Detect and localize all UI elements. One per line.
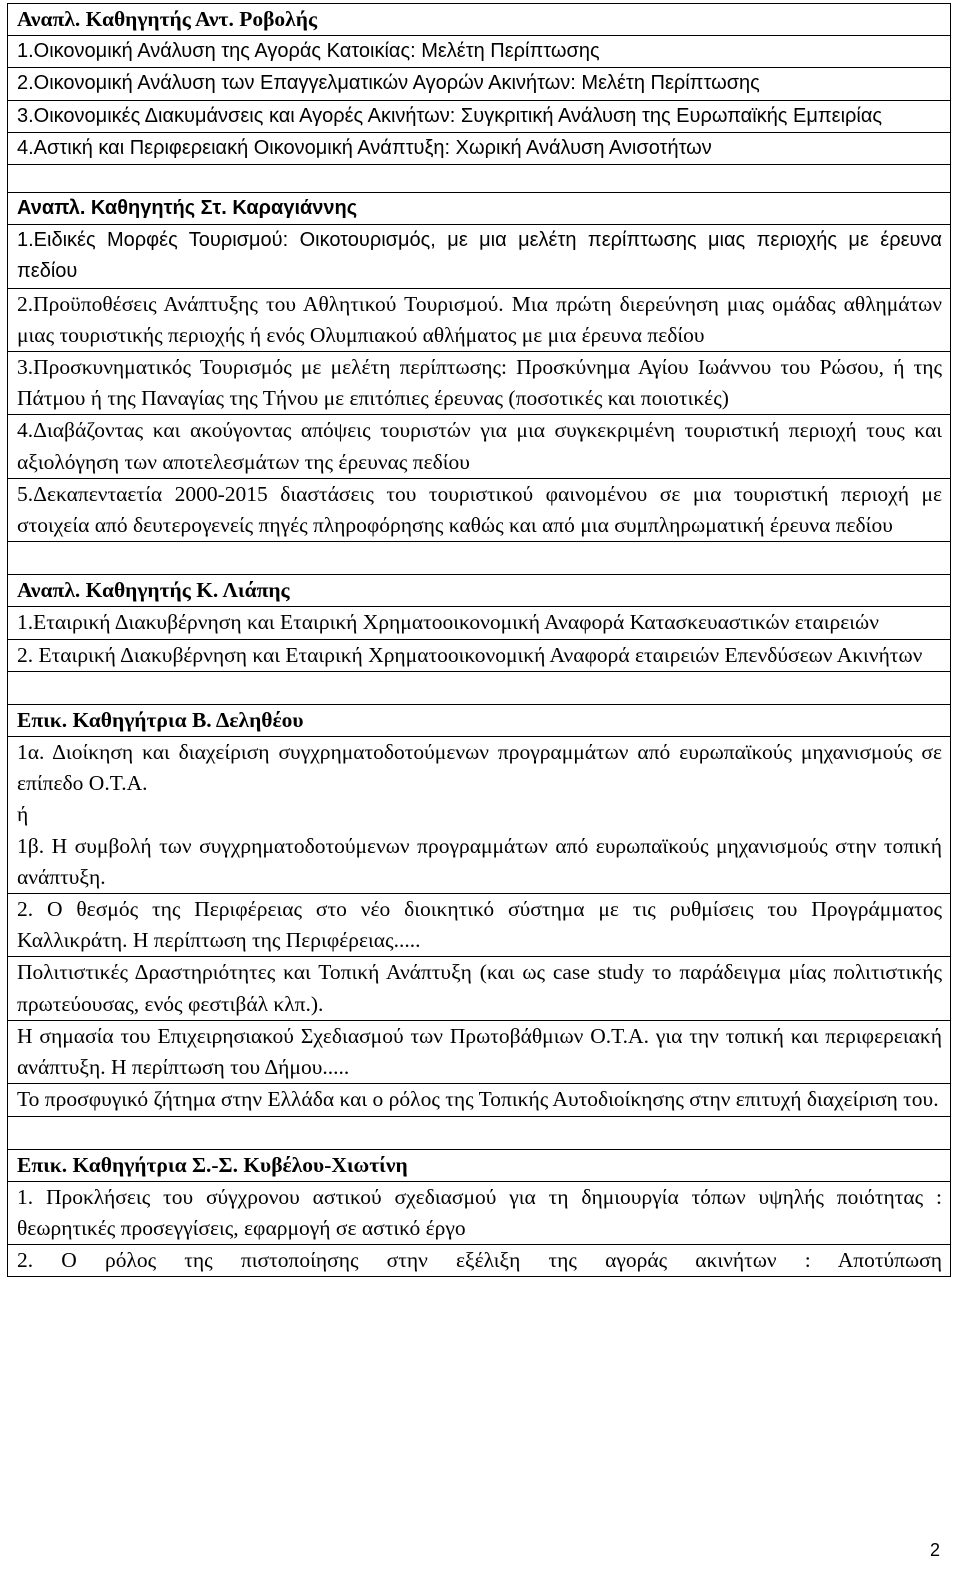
table-row bbox=[8, 1149, 951, 1181]
table-row bbox=[8, 225, 951, 288]
page-number: 2 bbox=[929, 1540, 940, 1560]
topic-item: 1. Προκλήσεις του σύγχρονου αστικού σχεδιασμού για τη δημιουργία τόπων υψηλής ποιότητας : θεωρητικές προσεγγίσεις, εφαρμογή σε αστικό έργο bbox=[8, 1181, 951, 1244]
table-row bbox=[8, 639, 951, 671]
table-row-spacer bbox=[8, 542, 951, 575]
table-row bbox=[8, 132, 951, 164]
professor-heading: Επικ. Καθηγήτρια Β. Δεληθέου bbox=[8, 704, 951, 736]
professor-heading: Αναπλ. Καθηγητής Στ. Καραγιάννης bbox=[8, 193, 951, 225]
table-row bbox=[8, 288, 951, 351]
topic-item: 2. Ο ρόλος της πιστοποίησης στην εξέλιξη της αγοράς ακινήτων : Αποτύπωση bbox=[8, 1245, 951, 1277]
table-row-spacer bbox=[8, 1116, 951, 1149]
topic-item: 4.Αστική και Περιφερειακή Οικονομική Ανάπτυξη: Χωρική Ανάλυση Ανισοτήτων bbox=[8, 132, 951, 164]
topic-item: 5.Δεκαπενταετία 2000-2015 διαστάσεις του τουριστικού φαινομένου σε μια τουριστική περιοχή με στοιχεία από δευτερογενείς πηγές πληροφόρησης καθώς και από μια συμπληρωματική έρευνα πεδίου bbox=[8, 478, 951, 541]
topic-item: 1.Εταιρική Διακυβέρνηση και Εταιρική Χρηματοοικονομική Αναφορά Κατασκευαστικών εταιρειών bbox=[8, 607, 951, 639]
table-row bbox=[8, 1181, 951, 1244]
empty-cell bbox=[8, 671, 951, 704]
table-row bbox=[8, 607, 951, 639]
table-row bbox=[8, 352, 951, 415]
table-row-spacer bbox=[8, 165, 951, 193]
empty-cell bbox=[8, 1116, 951, 1149]
table-row bbox=[8, 193, 951, 225]
topic-item: Το προσφυγικό ζήτημα στην Ελλάδα και ο ρόλος της Τοπικής Αυτοδιοίκησης στην επιτυχή διαχείριση του. bbox=[8, 1084, 951, 1116]
topic-item: 2. Εταιρική Διακυβέρνηση και Εταιρική Χρηματοοικονομική Αναφορά εταιρειών Επενδύσεων Ακινήτων bbox=[8, 639, 951, 671]
table-row bbox=[8, 1084, 951, 1116]
topic-item-or: ή bbox=[17, 802, 29, 827]
topic-item-text: 1β. Η συμβολή των συγχρηματοδοτούμενων προγραμμάτων από ευρωπαϊκούς μηχανισμούς στην τοπική ανάπτυξη. bbox=[17, 833, 942, 889]
topic-item bbox=[8, 737, 951, 894]
professor-heading: Αναπλ. Καθηγητής Κ. Λιάπης bbox=[8, 575, 951, 607]
table-row-spacer bbox=[8, 671, 951, 704]
table-row bbox=[8, 68, 951, 100]
table-row bbox=[8, 1020, 951, 1083]
topic-item: 1.Οικονομική Ανάλυση της Αγοράς Κατοικίας: Μελέτη Περίπτωσης bbox=[8, 36, 951, 68]
professor-heading: Αναπλ. Καθηγητής Αντ. Ροβολής bbox=[8, 4, 951, 36]
table-row bbox=[8, 100, 951, 132]
table-row bbox=[8, 36, 951, 68]
table-row bbox=[8, 4, 951, 36]
table-row bbox=[8, 957, 951, 1020]
table-row bbox=[8, 704, 951, 736]
table-row bbox=[8, 894, 951, 957]
empty-cell bbox=[8, 542, 951, 575]
table-row bbox=[8, 737, 951, 894]
thesis-topics-table bbox=[7, 3, 951, 1277]
table-row bbox=[8, 415, 951, 478]
topic-item-text: 1α. Διοίκηση και διαχείριση συγχρηματοδοτούμενων προγραμμάτων από ευρωπαϊκούς μηχανισμούς σε επίπεδο Ο.Τ.Α. bbox=[17, 740, 942, 796]
topic-item: 2. Ο θεσμός της Περιφέρειας στο νέο διοικητικό σύστημα με τις ρυθμίσεις του Προγράμματος Καλλικράτη. Η περίπτωση της Περιφέρειας..... bbox=[8, 894, 951, 957]
topic-item: 2.Οικονομική Ανάλυση των Επαγγελματικών Αγορών Ακινήτων: Μελέτη Περίπτωσης bbox=[8, 68, 951, 100]
table-row bbox=[8, 478, 951, 541]
professor-heading: Επικ. Καθηγήτρια Σ.-Σ. Κυβέλου-Χιωτίνη bbox=[8, 1149, 951, 1181]
empty-cell bbox=[8, 165, 951, 193]
topic-item: 3.Οικονομικές Διακυμάνσεις και Αγορές Ακινήτων: Συγκριτική Ανάλυση της Ευρωπαϊκής Εμπειρίας bbox=[8, 100, 951, 132]
topic-item: 2.Προϋποθέσεις Ανάπτυξης του Αθλητικού Τουρισμού. Μια πρώτη διερεύνηση μιας ομάδας αθλημάτων μιας τουριστικής περιοχής ή ενός Ολυμπιακού αθλήματος με μια έρευνα πεδίου bbox=[8, 288, 951, 351]
topic-item: Η σημασία του Επιχειρησιακού Σχεδιασμού των Πρωτοβάθμιων Ο.Τ.Α. για την τοπική και περιφερειακή ανάπτυξη. Η περίπτωση του Δήμου..... bbox=[8, 1020, 951, 1083]
table-row bbox=[8, 575, 951, 607]
topic-item: 3.Προσκυνηματικός Τουρισμός με μελέτη περίπτωσης: Προσκύνημα Αγίου Ιωάννου του Ρώσου, ή της Πάτμου ή της Παναγίας της Τήνου με επιτόπιες έρευνας (ποσοτικές και ποιοτικές) bbox=[8, 352, 951, 415]
topic-item: 4.Διαβάζοντας και ακούγοντας απόψεις τουριστών για μια συγκεκριμένη τουριστική περιοχή τους και αξιολόγηση των αποτελεσμάτων της έρευνας πεδίου bbox=[8, 415, 951, 478]
topic-item: Πολιτιστικές Δραστηριότητες και Τοπική Ανάπτυξη (και ως case study το παράδειγμα μίας πολιτιστικής πρωτεύουσας, ενός φεστιβάλ κλπ.). bbox=[8, 957, 951, 1020]
topic-item: 1.Ειδικές Μορφές Τουρισμού: Οικοτουρισμός, με μια μελέτη περίπτωσης μιας περιοχής με έρευνα πεδίου bbox=[8, 225, 951, 288]
table-row bbox=[8, 1245, 951, 1277]
